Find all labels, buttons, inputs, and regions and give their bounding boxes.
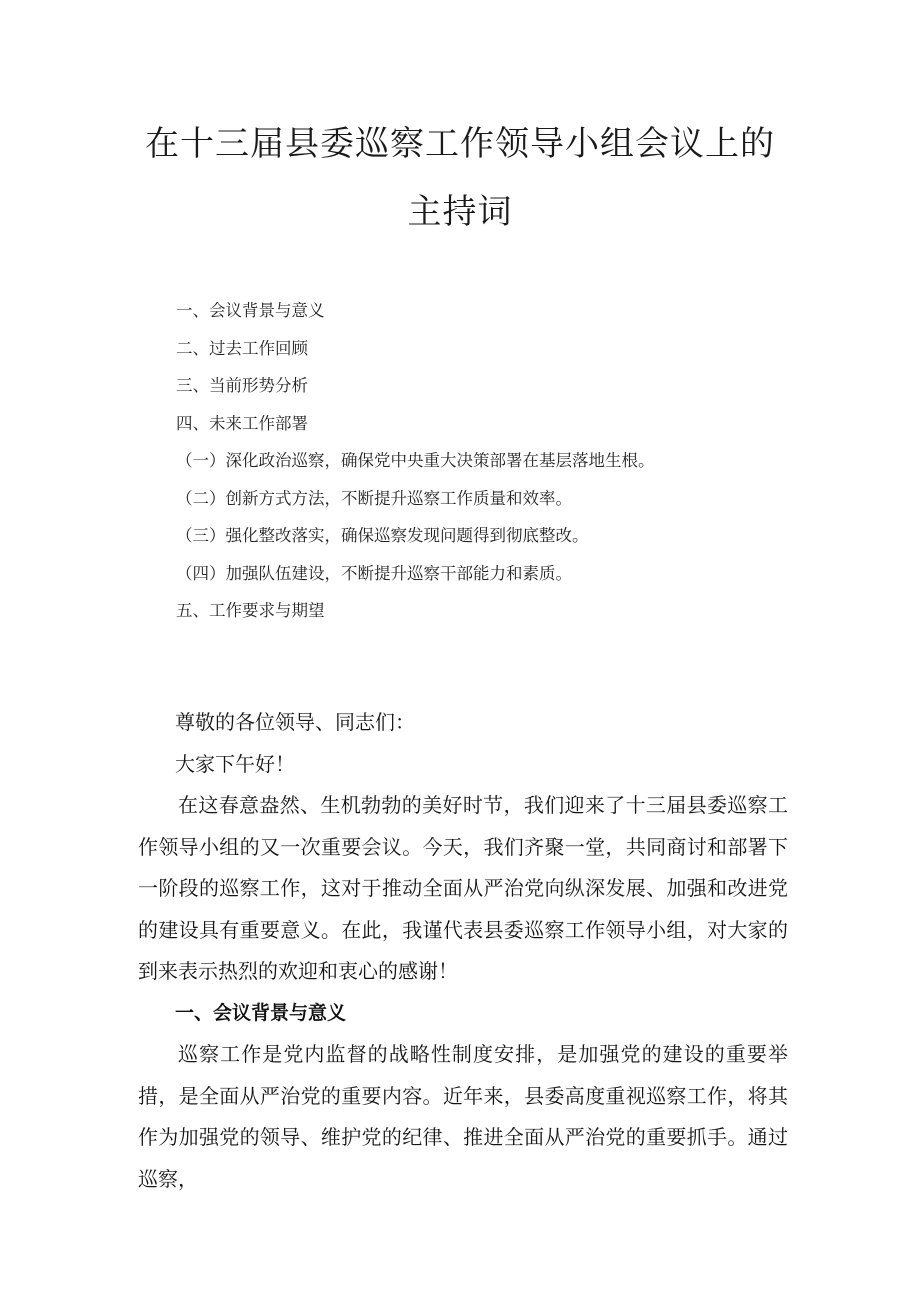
outline-subitem: （一）深化政治巡察，确保党中央重大决策部署在基层落地生根。 <box>176 451 655 470</box>
speech-body <box>138 702 788 1200</box>
outline-subitem: （二）创新方式方法，不断提升巡察工作质量和效率。 <box>176 488 572 508</box>
salutation: 尊敬的各位领导、同志们： <box>175 710 415 734</box>
outline-item: 五、工作要求与期望 <box>176 601 325 620</box>
outline-item: 四、未来工作部署 <box>176 413 308 433</box>
document-title-line-1: 在十三届县委巡察工作领导小组会议上的 <box>145 124 775 164</box>
greeting: 大家下午好！ <box>175 751 295 776</box>
outline-list <box>176 292 836 630</box>
outline-item: 二、过去工作回顾 <box>176 338 308 358</box>
section-paragraph: 巡察工作是党内监督的战略性制度安排，是加强党的建设的重要举措，是全面从严治党的重要内容。近年来，县委高度重视巡察工作，将其作为加强党的领导、维护党的纪律、推进全面从严治党的重要抓手。通过巡察， <box>138 1042 788 1191</box>
intro-paragraph: 在这春意盎然、生机勃勃的美好时节，我们迎来了十三届县委巡察工作领导小组的又一次重要会议。今天，我们齐聚一堂，共同商讨和部署下一阶段的巡察工作，这对于推动全面从严治党向纵深发展、加强和改进党的建设具有重要意义。在此，我谨代表县委巡察工作领导小组，对大家的到来表示热烈的欢迎和衷心的感谢！ <box>138 793 788 983</box>
outline-subitem: （三）强化整改落实，确保巡察发现问题得到彻底整改。 <box>176 526 589 545</box>
section-heading: 一、会议背景与意义 <box>175 1001 347 1024</box>
outline-item: 一、会议背景与意义 <box>176 301 325 320</box>
outline-subitem: （四）加强队伍建设，不断提升巡察干部能力和素质。 <box>176 563 572 583</box>
outline-item: 三、当前形势分析 <box>176 376 308 395</box>
document-title-line-2: 主持词 <box>407 192 513 232</box>
